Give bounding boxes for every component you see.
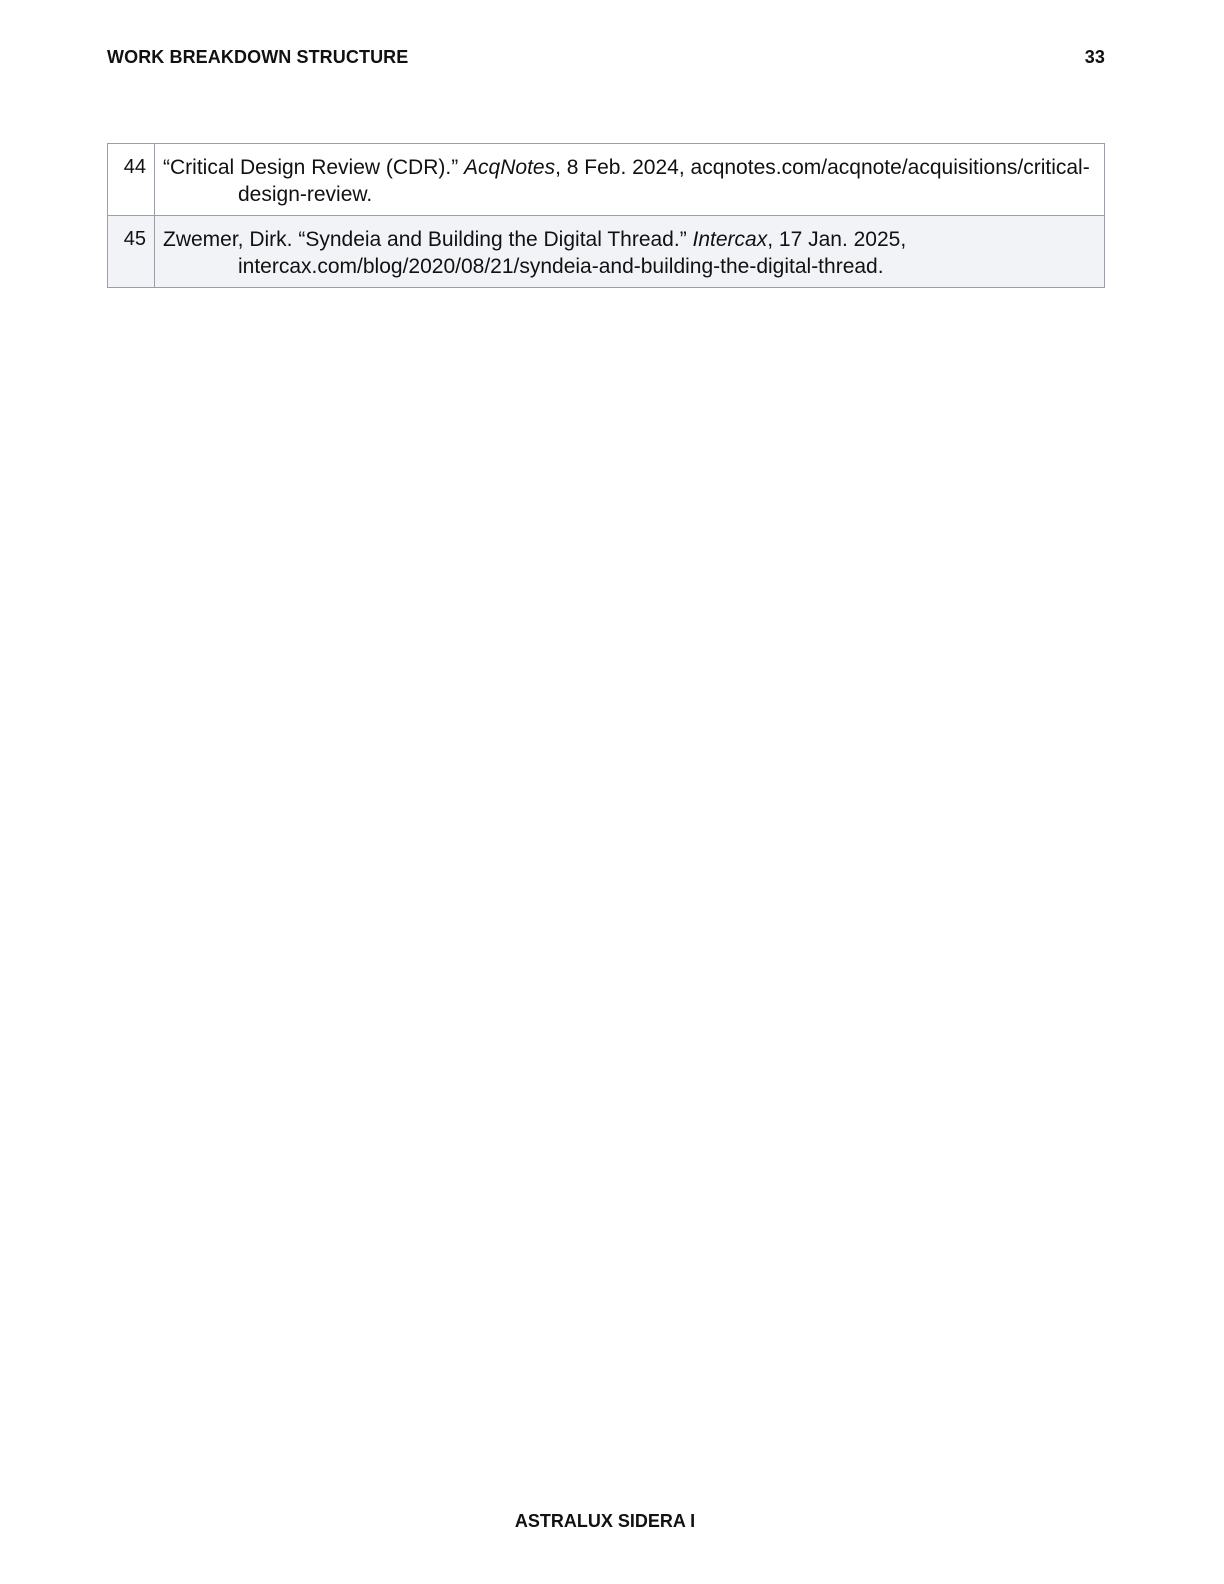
citation-source: Intercax xyxy=(692,228,768,251)
citation-details: , 8 Feb. 2024, acqnotes.com/acqnote/acquisitions/critical-design-review. xyxy=(238,156,1090,206)
citation-source: AcqNotes xyxy=(464,156,556,179)
page-number: 33 xyxy=(1084,46,1105,67)
reference-number: 45 xyxy=(108,216,155,288)
page-footer xyxy=(0,1511,1210,1532)
document-name: ASTRALUX SIDERA I xyxy=(514,1511,696,1531)
reference-number: 44 xyxy=(108,144,155,216)
table-row xyxy=(108,216,1105,288)
section-title: WORK BREAKDOWN STRUCTURE xyxy=(107,46,409,67)
reference-citation xyxy=(155,144,1105,216)
citation-details: , 17 Jan. 2025, intercax.com/blog/2020/08/21/syndeia-and-building-the-digital-thread. xyxy=(238,228,907,278)
reference-citation xyxy=(155,216,1105,288)
references-table xyxy=(107,143,1105,288)
table-row xyxy=(108,144,1105,216)
citation-text: “Critical Design Review (CDR).” xyxy=(163,156,465,179)
page-header xyxy=(107,45,1105,69)
citation-text: Zwemer, Dirk. “Syndeia and Building the Digital Thread.” xyxy=(163,228,693,251)
